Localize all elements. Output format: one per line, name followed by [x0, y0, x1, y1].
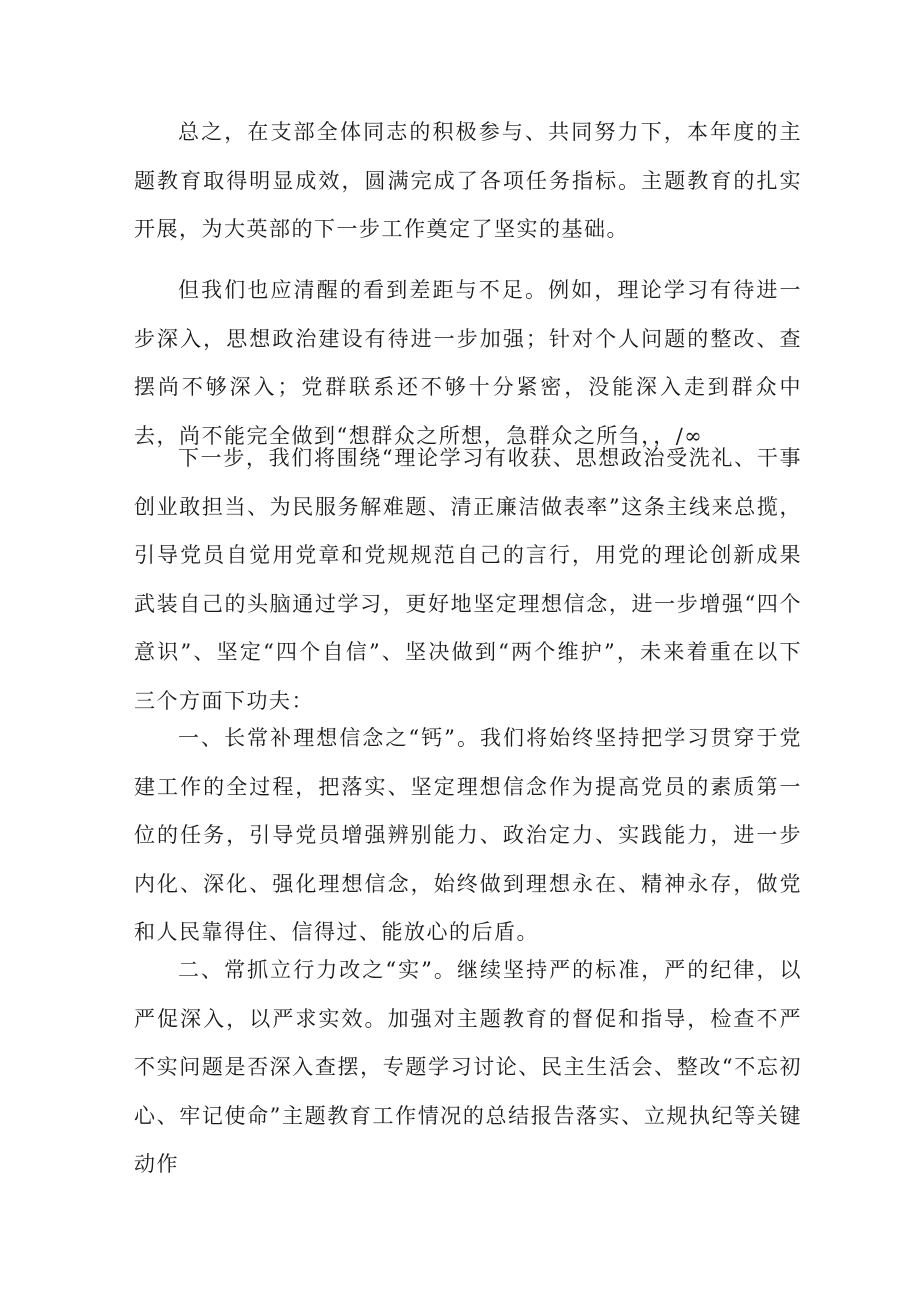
paragraph-point-one: 一、长常补理想信念之“钙”。我们将始终坚持把学习贯穿于党建工作的全过程，把落实、坚定理想信念作为提高党员的素质第一位的任务，引导党员增强辨别能力、政治定力、实践能力，进一步内化、深化、强化理想信念，始终做到理想永在、精神永存，做党和人民靠得住、信得过、能放心的后盾。	[134, 726, 802, 944]
paragraph-next-steps: 下一步，我们将围绕“理论学习有收获、思想政治受洗礼、干事创业敢担当、为民服务解难题、清正廉洁做表率”这条主线来总揽，引导党员自觉用党章和党规规范自己的言行，用党的理论创新成果武装自己的头脑通过学习，更好地坚定理想信念，进一步增强“四个意识”、坚定“四个自信”、坚决做到“两个维护”，未来着重在以下三个方面下功夫：	[134, 446, 802, 713]
paragraph-shortcomings: 但我们也应清醒的看到差距与不足。例如，理论学习有待进一步深入，思想政治建设有待进一步加强；针对个人问题的整改、查摆尚不够深入；党群联系还不够十分紧密，没能深入走到群众中去，尚不能完全做到“想群众之所想，急群众之所刍，，∕∞	[134, 278, 802, 448]
paragraph-point-two: 二、常抓立行力改之“实”。继续坚持严的标准，严的纪律，以严促深入，以严求实效。加强对主题教育的督促和指导，检查不严不实问题是否深入查摆，专题学习讨论、民主生活会、整改“不忘初心、牢记使命”主题教育工作情况的总结报告落实、立规执纪等关键动作	[134, 958, 802, 1176]
paragraph-summary: 总之，在支部全体同志的积极参与、共同努力下，本年度的主题教育取得明显成效，圆满完成了各项任务指标。主题教育的扎实开展，为大英部的下一步工作奠定了坚实的基础。	[134, 120, 802, 241]
